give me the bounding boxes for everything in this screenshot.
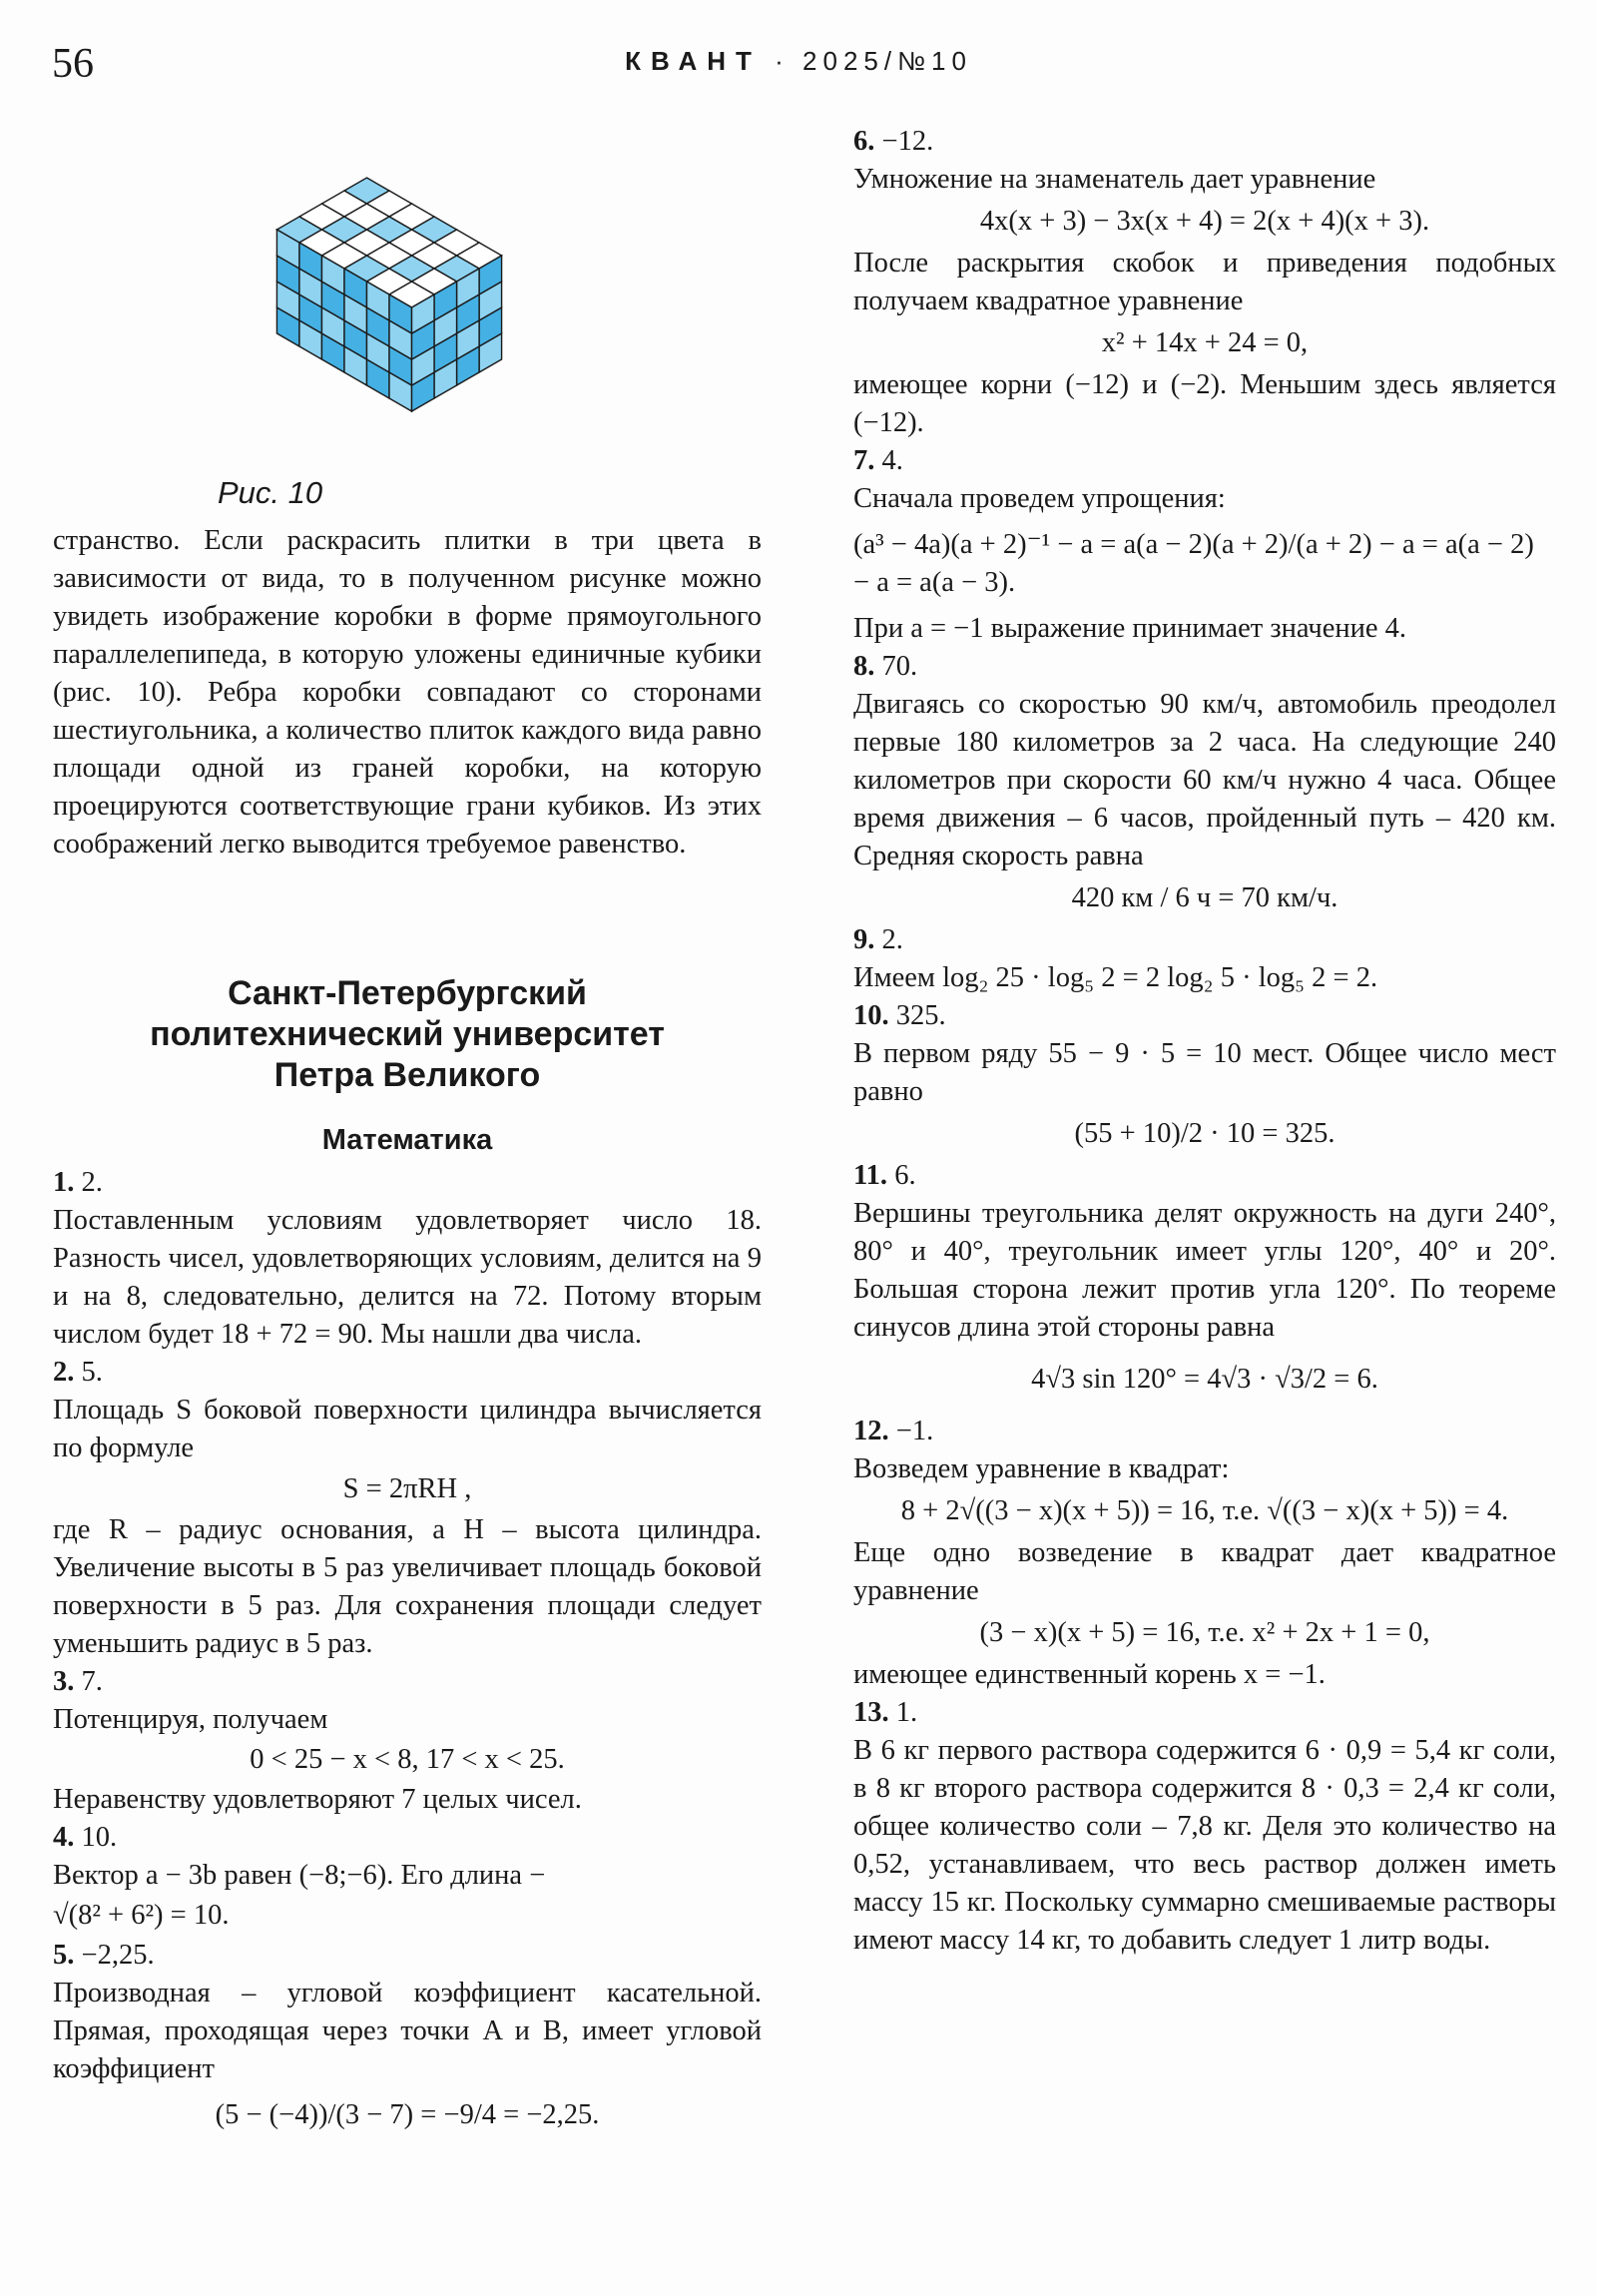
formula: √(8² + 6²) = 10. — [53, 1900, 230, 1931]
problem-number: 1. — [53, 1167, 75, 1198]
problem-2 — [53, 1354, 762, 1663]
problem-number: 11. — [853, 1160, 888, 1191]
formula: 420 км / 6 ч = 70 км/ч. — [1071, 882, 1338, 913]
solution-text: Вектор a − 3b равен (−8;−6). Его длина − — [53, 1860, 546, 1891]
solution-text: Имеем log₂ 25 · log₅ 2 = 2 log₂ 5 · log₅ 2 = 2. — [853, 962, 1378, 993]
problem-3 — [53, 1663, 762, 1819]
solution-text: В 6 кг первого раствора содержится 6 · 0,9 = 5,4 кг соли, в 8 кг второго раствора содержится 8 · 0,3 = 2,4 кг соли, общее количество соли – 7,8 кг. Деля это количество на 0,52, устанавливаем, что весь раствор должен иметь массу 15 кг. Поскольку суммарно смешиваемые растворы имеют массу 14 кг, то добавить следует 1 литр воды. — [853, 1735, 1556, 1956]
issue-number: 2025/№10 — [802, 46, 972, 76]
page-number: 56 — [52, 41, 94, 87]
formula: 4x(x + 3) − 3x(x + 4) = 2(x + 4)(x + 3). — [979, 206, 1430, 237]
solution-text: где R – радиус основания, а H – высота цилиндра. Увеличение высоты в 5 раз увеличивает площадь боковой поверхности в 5 раз. Для сохранения площади следует уменьшить радиус в 5 раз. — [53, 1514, 762, 1659]
answer: −12. — [881, 126, 934, 157]
formula: 0 < 25 − x < 8, 17 < x < 25. — [250, 1744, 565, 1775]
intro-paragraph: странство. Если раскрасить плитки в три цвета в зависимости от вида, то в полученном рисунке можно увидеть изображение коробки в форме прямоугольного параллелепипеда, в которую уложены единичные кубики (рис. 10). Ребра коробки совпадают со сторонами шестиугольника, а количество плиток каждого вида равно площади одной из граней коробки, на которую проецируются соответствующие грани кубиков. Из этих соображений легко выводится требуемое равенство. — [53, 525, 762, 860]
section-title-line: Санкт-Петербургский — [228, 974, 587, 1012]
problem-number: 13. — [853, 1697, 889, 1728]
answer: 1. — [895, 1697, 918, 1728]
problem-number: 3. — [53, 1666, 75, 1697]
problem-number: 2. — [53, 1357, 75, 1388]
problem-1 — [53, 1164, 762, 1354]
problem-number: 12. — [853, 1416, 889, 1446]
problem-7 — [853, 442, 1556, 648]
answer: −1. — [895, 1416, 934, 1446]
solution-text: Потенцируя, получаем — [53, 1704, 328, 1735]
answer: 70. — [881, 651, 918, 682]
solution-text: Двигаясь со скоростью 90 км/ч, автомобиль преодолел первые 180 километров за 2 часа. На следующие 240 километров при скорости 60 км/ч нужно 4 часа. Общее время движения – 6 часов, пройденный путь – 420 км. Средняя скорость равна — [853, 689, 1556, 871]
answer: 5. — [81, 1357, 103, 1388]
problem-number: 5. — [53, 1940, 75, 1971]
problem-number: 10. — [853, 1000, 889, 1031]
section-title-line: политехнический университет — [150, 1015, 665, 1053]
problem-6 — [853, 123, 1556, 442]
answer: 325. — [895, 1000, 946, 1031]
formula: (3 − x)(x + 5) = 16, т.е. x² + 2x + 1 = 0, — [979, 1617, 1430, 1648]
solution-text: Возведем уравнение в квадрат: — [853, 1453, 1230, 1484]
solution-text: имеющее единственный корень x = −1. — [853, 1659, 1326, 1690]
answer: 4. — [881, 445, 903, 476]
solution-text: Неравенству удовлетворяют 7 целых чисел. — [53, 1784, 582, 1815]
subsection-title: Математика — [321, 1124, 493, 1156]
problem-12 — [853, 1413, 1556, 1694]
left-problems — [53, 1164, 762, 2142]
problem-5 — [53, 1937, 762, 2134]
figure-caption: Рис. 10 — [218, 475, 323, 510]
formula: (a³ − 4a)(a + 2)⁻¹ − a = a(a − 2)(a + 2)/(a + 2) − a = a(a − 2) − a = a(a − 3). — [853, 529, 1534, 598]
problem-9 — [853, 921, 1556, 997]
problem-10 — [853, 997, 1556, 1153]
section-title — [53, 973, 762, 1096]
formula: 4√3 sin 120° = 4√3 · √3/2 = 6. — [1031, 1364, 1378, 1395]
solution-text: Вершины треугольника делят окружность на дуги 240°, 80° и 40°, треугольник имеет углы 120°, 40° и 20°. Большая сторона лежит против угла 120°. По теореме синусов длина этой стороны равна — [853, 1198, 1556, 1343]
problem-number: 6. — [853, 126, 875, 157]
formula: (5 − (−4))/(3 − 7) = −9/4 = −2,25. — [215, 2099, 600, 2130]
problem-4 — [53, 1819, 762, 1935]
problem-number: 4. — [53, 1822, 75, 1853]
formula: x² + 14x + 24 = 0, — [1101, 327, 1309, 358]
solution-text: Площадь S боковой поверхности цилиндра вычисляется по формуле — [53, 1395, 762, 1463]
header-dot: · — [775, 46, 790, 76]
answer: 10. — [81, 1822, 118, 1853]
solution-text: имеющее корни (−12) и (−2). Меньшим здесь является (−12). — [853, 369, 1556, 438]
problem-number: 7. — [853, 445, 875, 476]
problem-8 — [853, 648, 1556, 917]
section-title-line: Петра Великого — [273, 1056, 541, 1094]
answer: 6. — [894, 1160, 916, 1191]
problem-number: 8. — [853, 651, 875, 682]
solution-text: Производная – угловой коэффициент касательной. Прямая, проходящая через точки A и B, имеет угловой коэффициент — [53, 1978, 762, 2084]
formula: S = 2πRH , — [342, 1473, 472, 1504]
solution-text: Еще одно возведение в квадрат дает квадратное уравнение — [853, 1537, 1556, 1606]
formula: 8 + 2√((3 − x)(x + 5)) = 16, т.е. √((3 − x)(x + 5)) = 4. — [900, 1495, 1509, 1526]
answer: 2. — [81, 1167, 103, 1198]
solution-text: Умножение на знаменатель дает уравнение — [853, 164, 1376, 195]
solution-text: Поставленным условиям удовлетворяет число 18. Разность чисел, удовлетворяющих условиям, делится на 9 и на 8, следовательно, делится на 72. Потому вторым числом будет 18 + 72 = 90. Мы нашли два числа. — [53, 1205, 762, 1350]
problem-11 — [853, 1157, 1556, 1399]
journal-name: КВАНТ — [625, 46, 762, 76]
problem-number: 9. — [853, 924, 875, 955]
solution-text: При a = −1 выражение принимает значение 4. — [853, 613, 1407, 644]
running-header — [0, 46, 1597, 77]
answer: −2,25. — [81, 1940, 155, 1971]
formula: (55 + 10)/2 · 10 = 325. — [1074, 1118, 1335, 1149]
answer: 2. — [881, 924, 903, 955]
right-problems — [853, 123, 1556, 1960]
problem-13 — [853, 1694, 1556, 1960]
solution-text: Сначала проведем упрощения: — [853, 483, 1226, 514]
solution-text: В первом ряду 55 − 9 · 5 = 10 мест. Общее число мест равно — [853, 1038, 1556, 1107]
figure-10-cube-tiling — [160, 120, 619, 469]
answer: 7. — [81, 1666, 103, 1697]
solution-text: После раскрытия скобок и приведения подобных получаем квадратное уравнение — [853, 248, 1556, 316]
